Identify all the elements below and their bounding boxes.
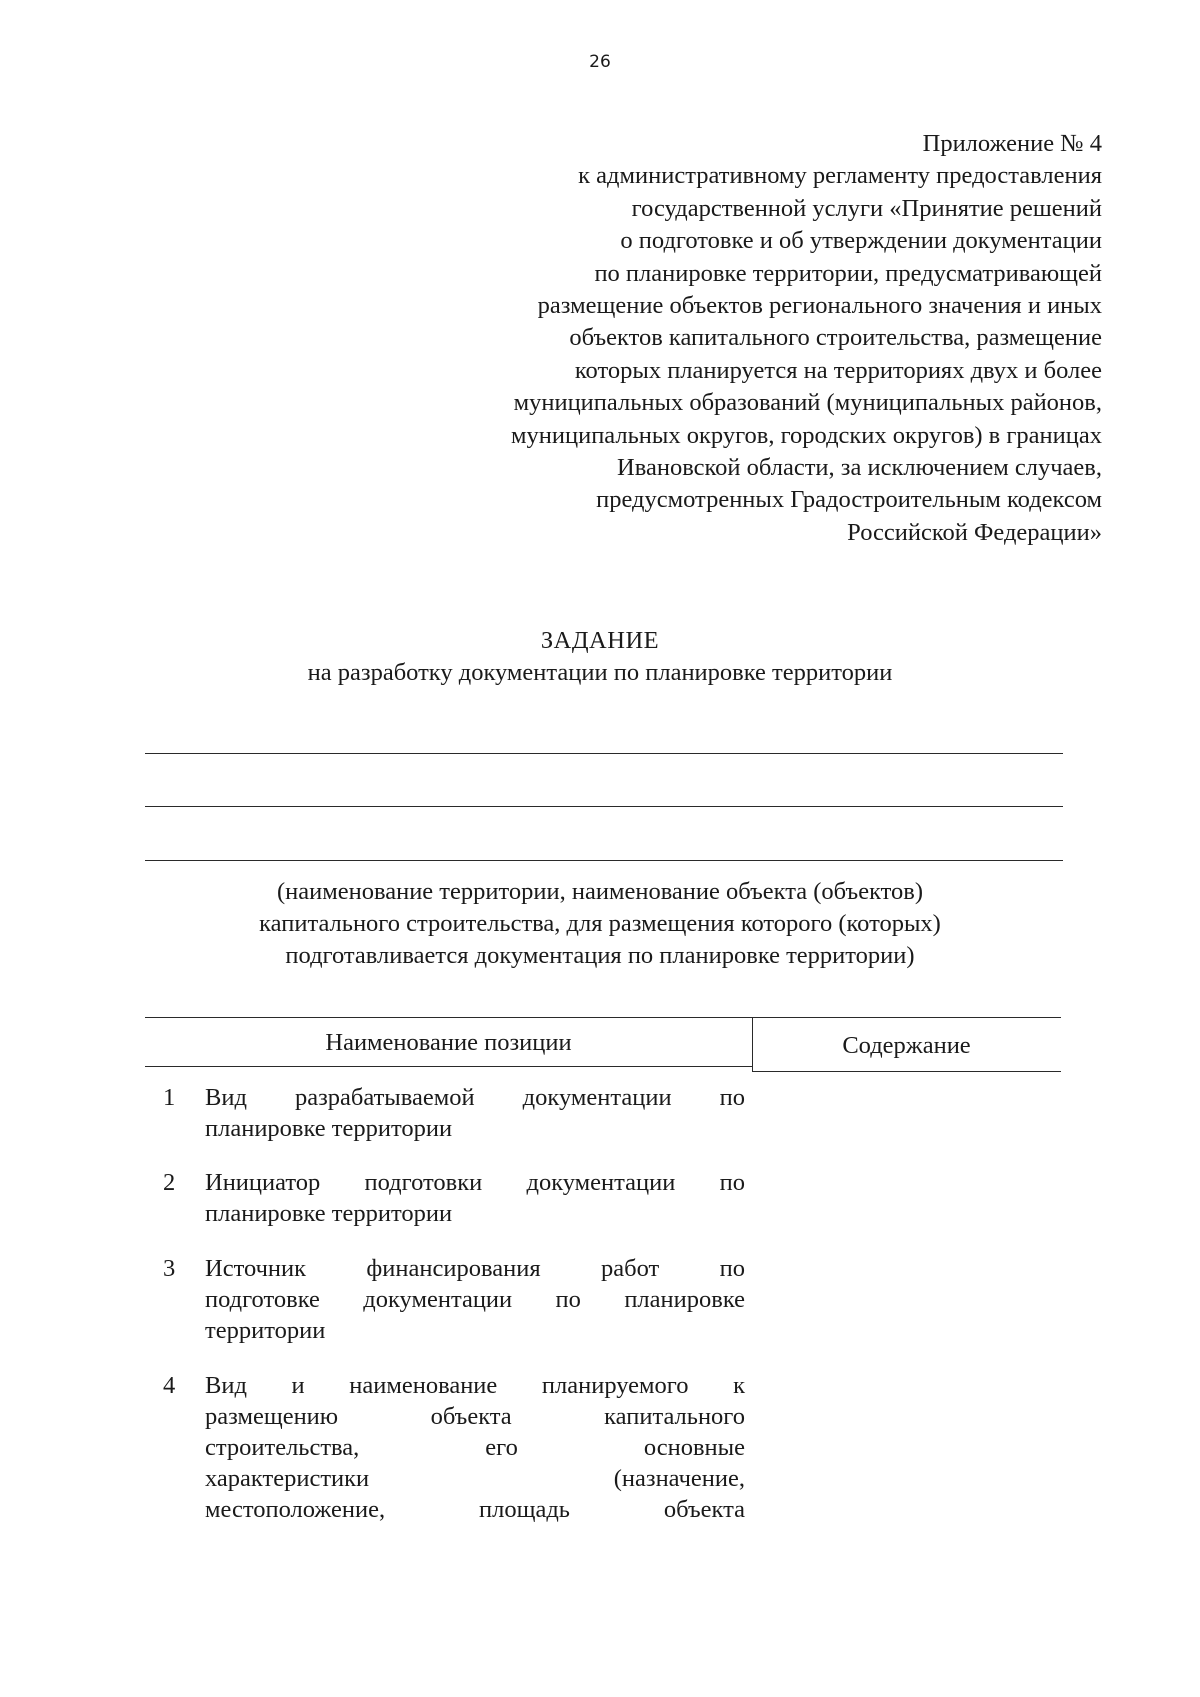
document-subtitle: на разработку документации по планировке территории (307, 659, 893, 686)
row-text-line: местоположение, площадь объекта (205, 1496, 745, 1523)
row-text-line: Инициатор подготовки документации по (205, 1169, 745, 1196)
row-number: 2 (163, 1169, 176, 1196)
appendix-line: Российской Федерации» (847, 518, 1102, 546)
row-number: 3 (163, 1255, 176, 1282)
appendix-line: по планировке территории, предусматривающей (594, 259, 1102, 287)
appendix-note (382, 128, 1102, 549)
caption-line: подготавливается документация по планировке территории) (285, 942, 915, 969)
appendix-line: государственной услуги «Принятие решений (631, 194, 1102, 222)
table-top-border (145, 1017, 1061, 1018)
row-text-line: Вид и наименование планируемого к (205, 1372, 745, 1399)
row-text-line: планировке территории (205, 1115, 453, 1142)
row-number: 4 (163, 1372, 176, 1399)
row-number: 1 (163, 1084, 176, 1111)
row-text-line: Источник финансирования работ по (205, 1255, 745, 1282)
row-text-line: строительства, его основные (205, 1434, 745, 1461)
row-text (205, 1253, 745, 1346)
table-header-content: Содержание (842, 1032, 971, 1059)
document-title: ЗАДАНИЕ (540, 627, 660, 654)
table-header-border (145, 1066, 752, 1067)
appendix-line: муниципальных округов, городских округов) в границах (511, 421, 1102, 449)
row-text-line: характеристики (назначение, (205, 1465, 745, 1492)
fill-in-caption (0, 876, 1200, 972)
appendix-line: о подготовке и об утверждении документации (620, 227, 1102, 255)
row-text (205, 1370, 745, 1525)
fill-in-line-3 (145, 860, 1063, 861)
row-text-line: планировке территории (205, 1200, 453, 1227)
row-text-line: территории (205, 1317, 326, 1344)
appendix-line: предусмотренных Градостроительным кодексом (596, 486, 1102, 514)
document-heading (0, 625, 1200, 689)
caption-line: капитального строительства, для размещения которого (которых) (259, 910, 941, 937)
appendix-line: Приложение № 4 (922, 130, 1102, 157)
table-header-border (752, 1071, 1061, 1072)
appendix-line: Ивановской области, за исключением случаев, (617, 454, 1102, 482)
row-text (205, 1082, 745, 1144)
appendix-line: муниципальных образований (муниципальных районов, (513, 389, 1102, 417)
row-text (205, 1167, 745, 1229)
row-text-line: размещению объекта капитального (205, 1403, 745, 1430)
appendix-line: которых планируется на территориях двух и более (574, 356, 1102, 384)
row-text-line: подготовке документации по планировке (205, 1286, 745, 1313)
fill-in-line-2 (145, 806, 1063, 807)
caption-line: (наименование территории, наименование объекта (объектов) (276, 878, 924, 905)
appendix-line: размещение объектов регионального значения и иных (537, 292, 1102, 320)
row-text-line: Вид разрабатываемой документации по (205, 1084, 745, 1111)
table-header-name: Наименование позиции (325, 1029, 572, 1056)
page-number: 26 (589, 52, 611, 72)
appendix-line: к административному регламенту предоставления (578, 162, 1102, 190)
appendix-line: объектов капитального строительства, размещение (569, 324, 1102, 352)
fill-in-line-1 (145, 753, 1063, 754)
